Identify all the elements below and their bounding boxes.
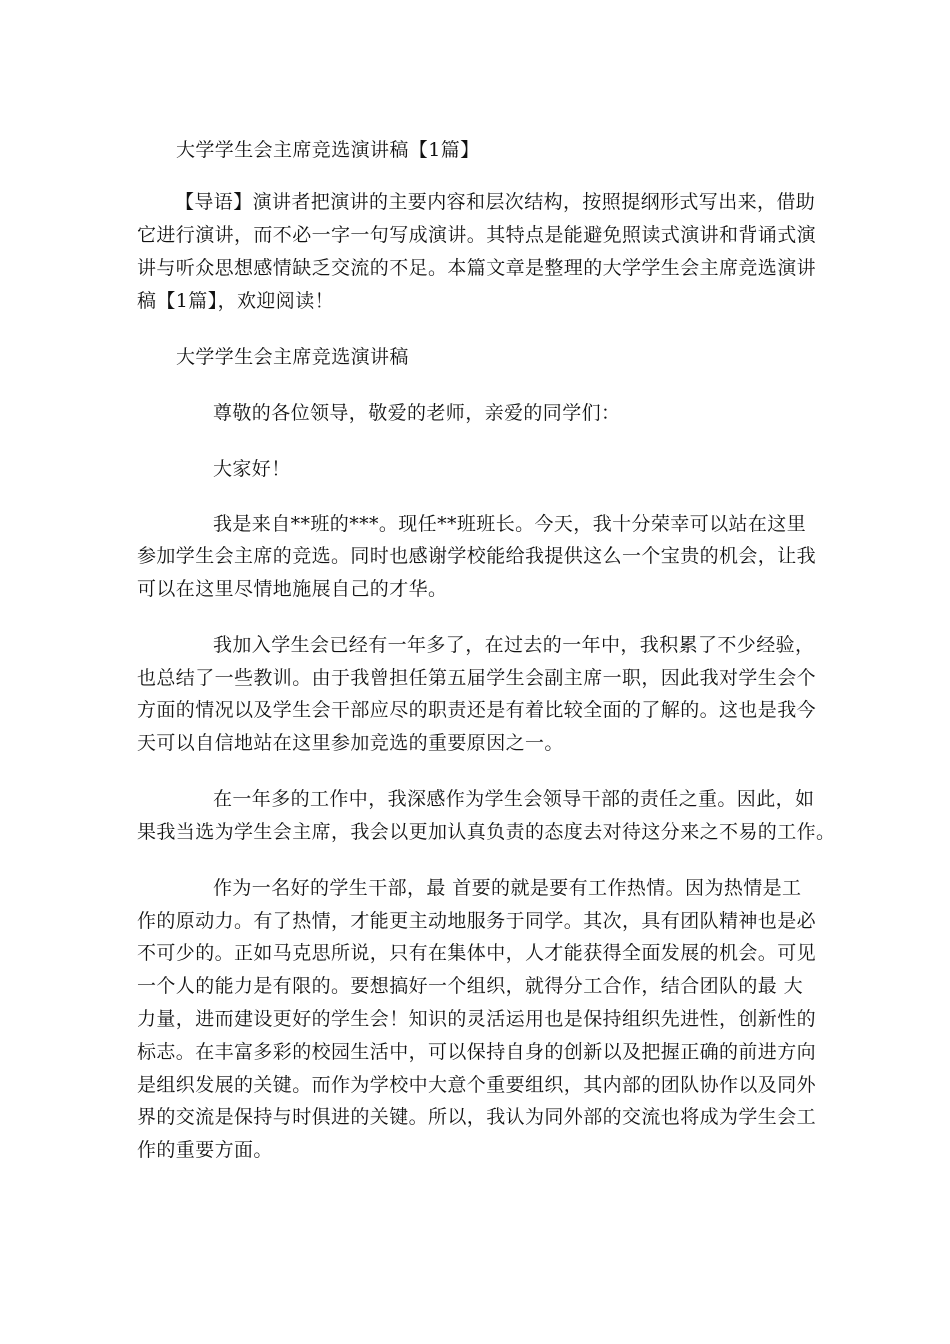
- paragraph-line: 在一年多的工作中，我深感作为学生会领导干部的责任之重。因此，如: [213, 788, 815, 810]
- paragraph-line: 是组织发展的关键。而作为学校中大意个重要组织，其内部的团队协作以及同外: [137, 1074, 817, 1096]
- paragraph-line: 我是来自**班的***。现任**班班长。今天，我十分荣幸可以站在这里: [213, 513, 807, 535]
- paragraph-line: 不可少的。正如马克思所说，只有在集体中，人才能获得全面发展的机会。可见: [137, 942, 817, 964]
- paragraph-line: 天可以自信地站在这里参加竞选的重要原因之一。: [137, 732, 564, 754]
- paragraph-line: 力量，进而建设更好的学生会！知识的灵活运用也是保持组织先进性，创新性的: [137, 1008, 817, 1030]
- speech-subtitle: 大学学生会主席竞选演讲稿: [176, 346, 409, 368]
- paragraph-line: 可以在这里尽情地施展自己的才华。: [137, 578, 448, 600]
- document-title: 大学学生会主席竞选演讲稿【1篇】: [176, 139, 480, 161]
- paragraph-line: 也总结了一些教训。由于我曾担任第五届学生会副主席一职，因此我对学生会个: [137, 667, 817, 689]
- intro-line: 稿【1篇】，欢迎阅读！: [137, 290, 334, 312]
- intro-line: 它进行演讲，而不必一字一句写成演讲。其特点是能避免照读式演讲和背诵式演: [137, 224, 817, 246]
- salutation: 尊敬的各位领导，敬爱的老师，亲爱的同学们：: [213, 402, 621, 424]
- intro-line: 讲与听众思想感情缺乏交流的不足。本篇文章是整理的大学学生会主席竞选演讲: [137, 257, 817, 279]
- paragraph-line: 参加学生会主席的竞选。同时也感谢学校能给我提供这么一个宝贵的机会，让我: [137, 545, 817, 567]
- paragraph-line: 标志。在丰富多彩的校园生活中，可以保持自身的创新以及把握正确的前进方向: [137, 1041, 817, 1063]
- paragraph-line: 果我当选为学生会主席，我会以更加认真负责的态度去对待这分来之不易的工作。: [137, 821, 836, 843]
- paragraph-line: 作的重要方面。: [137, 1139, 273, 1161]
- paragraph-line: 方面的情况以及学生会干部应尽的职责还是有着比较全面的了解的。这也是我今: [137, 699, 817, 721]
- paragraph-line: 界的交流是保持与时俱进的关键。所以，我认为同外部的交流也将成为学生会工: [137, 1106, 817, 1128]
- paragraph-line: 作为一名好的学生干部，最 首要的就是要有工作热情。因为热情是工: [213, 877, 802, 899]
- paragraph-line: 一个人的能力是有限的。要想搞好一个组织，就得分工合作，结合团队的最 大: [137, 975, 804, 997]
- paragraph-line: 作的原动力。有了热情，才能更主动地服务于同学。其次，具有团队精神也是必: [137, 910, 817, 932]
- paragraph-line: 我加入学生会已经有一年多了，在过去的一年中，我积累了不少经验，: [213, 634, 815, 656]
- intro-line: 【导语】演讲者把演讲的主要内容和层次结构，按照提纲形式写出来，借助: [175, 191, 816, 213]
- greeting: 大家好！: [213, 458, 291, 480]
